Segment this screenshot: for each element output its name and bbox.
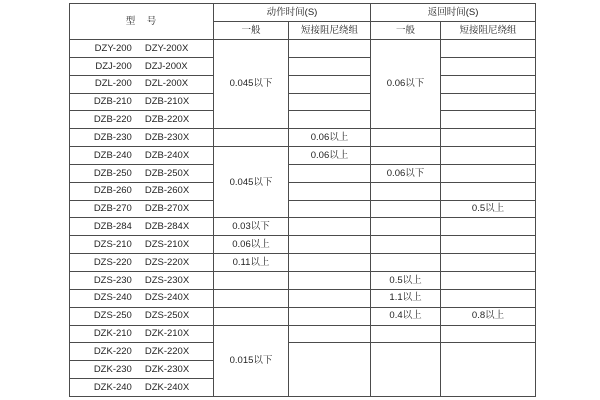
model-cell <box>70 307 214 325</box>
model-name: DZB-240 <box>93 149 132 161</box>
header-row-groups <box>70 4 536 22</box>
table-row <box>70 40 536 58</box>
model-name-x-variant: DZB-284X <box>144 221 190 233</box>
model-cell <box>70 325 214 343</box>
cell-return-time-damped-winding <box>441 254 536 272</box>
model-name-x-variant: DZK-210X <box>144 328 190 340</box>
cell-return-time-general: 0.06以下 <box>371 164 441 182</box>
cell-action-time-general: 0.045以下 <box>214 147 289 218</box>
table-row <box>70 93 536 111</box>
cell-return-time-general <box>371 129 441 147</box>
header-action-damped-winding: 短接阻尼绕组 <box>289 22 371 40</box>
cell-return-time-general <box>371 343 441 397</box>
cell-action-time-damped-winding <box>289 182 371 200</box>
cell-return-time-damped-winding <box>441 129 536 147</box>
model-name: DZB-210 <box>93 96 132 108</box>
cell-return-time-damped-winding: 0.8以上 <box>441 307 536 325</box>
model-name: DZK-240 <box>93 381 132 393</box>
model-name: DZB-270 <box>93 203 132 215</box>
model-name-x-variant: DZS-220X <box>144 256 190 268</box>
model-cell <box>70 129 214 147</box>
model-name: DZB-230 <box>93 131 132 143</box>
cell-action-time-damped-winding <box>289 289 371 307</box>
cell-action-time-general <box>214 307 289 325</box>
cell-return-time-general: 1.1以上 <box>371 289 441 307</box>
model-name-x-variant: DZK-240X <box>144 381 190 393</box>
header-model: 型 号 <box>70 4 214 40</box>
model-cell <box>70 182 214 200</box>
cell-action-time-general: 0.015以下 <box>214 325 289 396</box>
model-cell <box>70 40 214 58</box>
cell-action-time-damped-winding: 0.06以上 <box>289 129 371 147</box>
model-cell <box>70 254 214 272</box>
model-name-x-variant: DZS-210X <box>144 238 190 250</box>
table-row <box>70 325 536 343</box>
model-name: DZS-240 <box>93 292 132 304</box>
model-name: DZB-284 <box>93 221 132 233</box>
cell-return-time-general <box>371 236 441 254</box>
cell-action-time-damped-winding <box>289 343 371 397</box>
cell-return-time-damped-winding <box>441 271 536 289</box>
model-cell <box>70 289 214 307</box>
model-name-x-variant: DZB-220X <box>144 114 190 126</box>
cell-return-time-damped-winding <box>441 75 536 93</box>
table-row <box>70 129 536 147</box>
spec-table <box>69 3 536 397</box>
model-name: DZY-200 <box>94 42 132 54</box>
model-cell <box>70 200 214 218</box>
cell-return-time-damped-winding: 0.5以上 <box>441 200 536 218</box>
table-row <box>70 271 536 289</box>
model-name-x-variant: DZS-240X <box>144 292 190 304</box>
cell-action-time-damped-winding: 0.06以上 <box>289 147 371 165</box>
cell-return-time-damped-winding <box>441 57 536 75</box>
cell-action-time-general: 0.03以下 <box>214 218 289 236</box>
header-return-time: 返回时间(S) <box>371 4 536 22</box>
model-name-x-variant: DZJ-200X <box>144 60 188 72</box>
model-cell <box>70 379 214 397</box>
model-name: DZB-250 <box>93 167 132 179</box>
model-cell <box>70 271 214 289</box>
table-row <box>70 57 536 75</box>
model-name-x-variant: DZY-200X <box>144 42 189 54</box>
cell-action-time-general: 0.06以上 <box>214 236 289 254</box>
cell-action-time-damped-winding <box>289 40 371 58</box>
cell-return-time-general <box>371 200 441 218</box>
cell-action-time-damped-winding <box>289 271 371 289</box>
cell-return-time-damped-winding <box>441 325 536 343</box>
cell-return-time-general: 0.5以上 <box>371 271 441 289</box>
table-row <box>70 236 536 254</box>
table-body <box>70 40 536 397</box>
model-name-x-variant: DZB-250X <box>144 167 190 179</box>
table-row <box>70 343 536 361</box>
model-cell <box>70 218 214 236</box>
model-name: DZK-230 <box>93 363 132 375</box>
model-name: DZK-220 <box>93 346 132 358</box>
cell-action-time-general <box>214 129 289 147</box>
header-return-general: 一般 <box>371 22 441 40</box>
cell-return-time-general: 0.06以下 <box>371 40 441 129</box>
header-return-damped-winding: 短接阻尼绕组 <box>441 22 536 40</box>
cell-action-time-general <box>214 271 289 289</box>
header-action-general: 一般 <box>214 22 289 40</box>
cell-return-time-damped-winding <box>441 147 536 165</box>
cell-return-time-damped-winding <box>441 289 536 307</box>
cell-return-time-damped-winding <box>441 40 536 58</box>
model-cell <box>70 111 214 129</box>
table-row <box>70 289 536 307</box>
table-row <box>70 75 536 93</box>
cell-return-time-general <box>371 147 441 165</box>
table-row <box>70 147 536 165</box>
cell-action-time-damped-winding <box>289 236 371 254</box>
cell-return-time-general <box>371 218 441 236</box>
model-name: DZJ-200 <box>95 60 132 72</box>
cell-action-time-damped-winding <box>289 218 371 236</box>
cell-action-time-damped-winding <box>289 325 371 343</box>
model-name-x-variant: DZB-270X <box>144 203 190 215</box>
model-name-x-variant: DZB-240X <box>144 149 190 161</box>
header-action-time: 动作时间(S) <box>214 4 371 22</box>
model-name-x-variant: DZL-200X <box>144 78 189 90</box>
model-cell <box>70 75 214 93</box>
model-name: DZB-260 <box>93 185 132 197</box>
cell-return-time-damped-winding <box>441 236 536 254</box>
model-cell <box>70 57 214 75</box>
table-row <box>70 254 536 272</box>
model-name-x-variant: DZB-230X <box>144 131 190 143</box>
cell-return-time-general <box>371 325 441 343</box>
cell-return-time-damped-winding <box>441 111 536 129</box>
model-cell <box>70 343 214 361</box>
model-cell <box>70 147 214 165</box>
table-row <box>70 307 536 325</box>
cell-action-time-general: 0.045以下 <box>214 40 289 129</box>
model-name-x-variant: DZB-210X <box>144 96 190 108</box>
model-name-x-variant: DZB-260X <box>144 185 190 197</box>
cell-action-time-general: 0.11以上 <box>214 254 289 272</box>
model-name: DZS-220 <box>93 256 132 268</box>
cell-return-time-damped-winding <box>441 164 536 182</box>
cell-action-time-damped-winding <box>289 111 371 129</box>
cell-action-time-damped-winding <box>289 164 371 182</box>
cell-return-time-damped-winding <box>441 343 536 397</box>
cell-return-time-damped-winding <box>441 182 536 200</box>
model-name: DZS-210 <box>93 238 132 250</box>
model-name: DZS-250 <box>93 310 132 322</box>
model-name: DZL-200 <box>94 78 132 90</box>
table-row <box>70 200 536 218</box>
cell-return-time-damped-winding <box>441 218 536 236</box>
cell-action-time-general <box>214 289 289 307</box>
cell-action-time-damped-winding <box>289 254 371 272</box>
table-row <box>70 164 536 182</box>
model-cell <box>70 164 214 182</box>
model-name: DZS-230 <box>93 274 132 286</box>
model-name-x-variant: DZS-250X <box>144 310 190 322</box>
table-row <box>70 111 536 129</box>
cell-return-time-general <box>371 254 441 272</box>
cell-action-time-damped-winding <box>289 57 371 75</box>
cell-action-time-damped-winding <box>289 75 371 93</box>
table-header <box>70 4 536 40</box>
cell-return-time-general: 0.4以上 <box>371 307 441 325</box>
model-cell <box>70 236 214 254</box>
model-name-x-variant: DZS-230X <box>144 274 190 286</box>
model-cell <box>70 361 214 379</box>
model-name-x-variant: DZK-220X <box>144 346 190 358</box>
table-row <box>70 182 536 200</box>
cell-action-time-damped-winding <box>289 93 371 111</box>
model-name-x-variant: DZK-230X <box>144 363 190 375</box>
table-row <box>70 218 536 236</box>
model-name: DZK-210 <box>93 328 132 340</box>
cell-return-time-general <box>371 182 441 200</box>
model-cell <box>70 93 214 111</box>
cell-action-time-damped-winding <box>289 307 371 325</box>
cell-action-time-damped-winding <box>289 200 371 218</box>
cell-return-time-damped-winding <box>441 93 536 111</box>
model-name: DZB-220 <box>93 114 132 126</box>
